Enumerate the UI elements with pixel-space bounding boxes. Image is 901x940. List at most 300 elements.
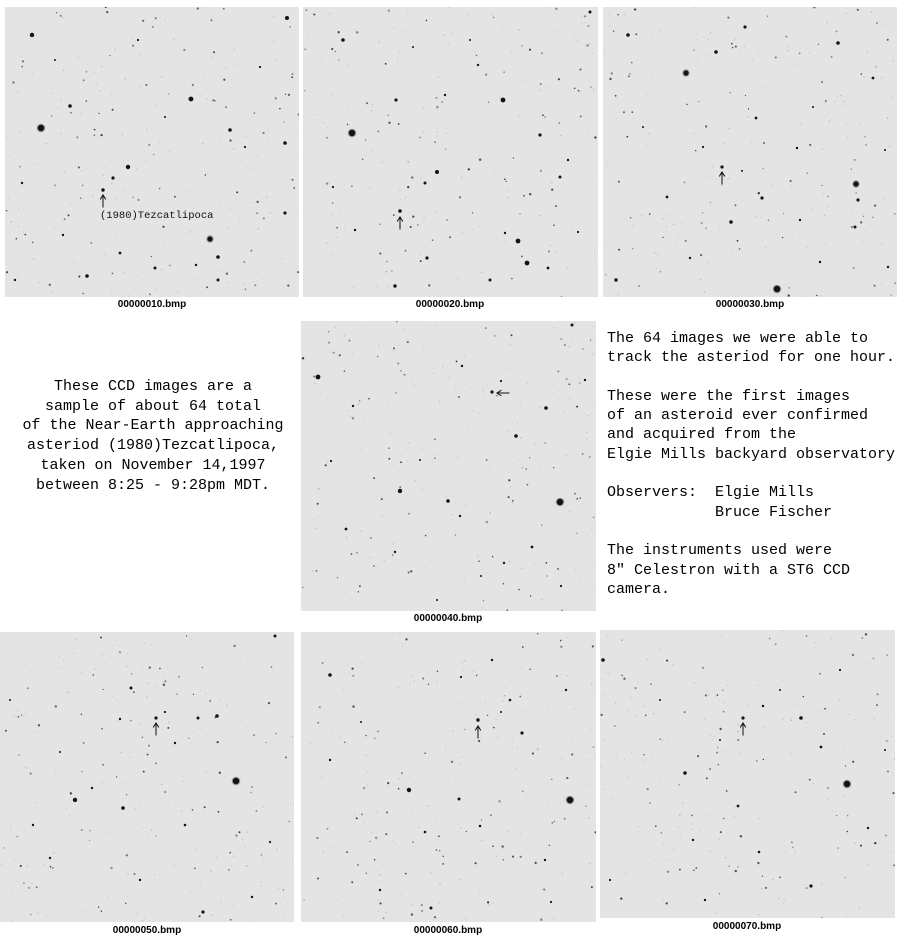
- background-speck: [282, 645, 284, 647]
- background-speck: [771, 52, 772, 53]
- background-speck: [462, 756, 464, 758]
- background-speck: [41, 153, 42, 154]
- star: [763, 142, 765, 144]
- background-speck: [10, 633, 11, 634]
- background-speck: [393, 725, 394, 726]
- background-speck: [633, 687, 634, 688]
- background-speck: [220, 901, 221, 902]
- background-speck: [137, 798, 138, 799]
- background-speck: [572, 838, 573, 839]
- star: [617, 14, 619, 16]
- background-speck: [414, 385, 415, 386]
- background-speck: [673, 849, 674, 850]
- background-speck: [765, 282, 766, 283]
- background-speck: [93, 698, 94, 699]
- background-speck: [659, 777, 661, 779]
- background-speck: [325, 345, 326, 346]
- background-speck: [239, 217, 240, 218]
- background-speck: [35, 802, 36, 803]
- background-speck: [714, 754, 715, 755]
- background-speck: [528, 391, 529, 392]
- star: [223, 79, 225, 81]
- background-speck: [627, 189, 628, 190]
- background-speck: [74, 895, 75, 896]
- star: [886, 740, 888, 742]
- background-speck: [379, 508, 380, 509]
- background-speck: [251, 203, 252, 204]
- background-speck: [111, 182, 113, 184]
- intro-line: between 8:25 - 9:28pm MDT.: [35, 476, 271, 494]
- background-speck: [820, 136, 821, 137]
- star: [709, 768, 711, 770]
- background-speck: [352, 353, 353, 354]
- background-speck: [516, 710, 517, 711]
- background-speck: [13, 714, 14, 715]
- background-speck: [572, 741, 573, 742]
- background-speck: [852, 214, 853, 215]
- star: [103, 689, 104, 690]
- background-speck: [583, 767, 584, 768]
- background-speck: [170, 719, 171, 720]
- background-speck: [427, 673, 428, 674]
- star: [116, 776, 118, 778]
- background-speck: [254, 202, 255, 203]
- star: [358, 591, 359, 592]
- background-speck: [588, 817, 590, 819]
- background-speck: [522, 413, 523, 414]
- star: [731, 43, 733, 45]
- background-speck: [189, 233, 190, 234]
- background-speck: [756, 191, 757, 192]
- background-speck: [439, 574, 440, 575]
- background-speck: [682, 802, 684, 804]
- star: [631, 111, 633, 113]
- background-speck: [161, 784, 163, 786]
- background-speck: [818, 710, 819, 711]
- star: [285, 756, 287, 758]
- background-speck: [659, 50, 661, 52]
- background-speck: [226, 175, 227, 176]
- star: [475, 862, 477, 864]
- star: [83, 79, 85, 81]
- background-speck: [173, 38, 174, 39]
- background-speck: [526, 138, 527, 139]
- background-speck: [555, 209, 556, 210]
- background-speck: [367, 551, 368, 552]
- star: [56, 12, 58, 14]
- star: [701, 222, 703, 224]
- star: [393, 284, 396, 287]
- background-speck: [398, 778, 399, 779]
- background-speck: [414, 197, 415, 198]
- background-speck: [699, 829, 700, 830]
- star: [891, 294, 892, 295]
- background-speck: [401, 728, 402, 729]
- background-speck: [439, 76, 440, 77]
- background-speck: [109, 160, 110, 161]
- star: [387, 782, 389, 784]
- star: [346, 851, 348, 853]
- star: [519, 213, 520, 214]
- background-speck: [202, 245, 203, 246]
- background-speck: [650, 765, 651, 766]
- star: [430, 907, 433, 910]
- background-speck: [112, 103, 113, 104]
- background-speck: [249, 22, 250, 23]
- background-speck: [320, 393, 321, 394]
- star: [748, 108, 749, 109]
- star: [809, 779, 811, 781]
- star: [466, 831, 467, 832]
- background-speck: [74, 653, 75, 654]
- background-speck: [864, 735, 865, 736]
- background-speck: [155, 105, 157, 107]
- background-speck: [235, 838, 236, 839]
- background-speck: [391, 399, 392, 400]
- star: [723, 818, 724, 819]
- background-speck: [881, 179, 882, 180]
- background-speck: [832, 665, 833, 666]
- background-speck: [539, 90, 540, 91]
- star: [478, 561, 479, 562]
- star: [485, 327, 487, 329]
- background-speck: [392, 372, 393, 373]
- star: [526, 484, 528, 486]
- background-speck: [848, 713, 850, 715]
- background-speck: [558, 10, 559, 11]
- background-speck: [52, 788, 53, 789]
- star: [459, 196, 461, 198]
- star: [89, 840, 90, 841]
- background-speck: [291, 844, 292, 845]
- background-speck: [491, 14, 492, 15]
- star: [411, 176, 413, 178]
- background-speck: [418, 827, 419, 828]
- background-speck: [549, 817, 550, 818]
- background-speck: [544, 693, 546, 695]
- frame-caption: 00000030.bmp: [715, 299, 785, 310]
- star: [162, 226, 164, 228]
- background-speck: [407, 179, 408, 180]
- background-speck: [347, 157, 348, 158]
- background-speck: [438, 676, 439, 677]
- star: [121, 806, 125, 810]
- background-speck: [334, 596, 335, 597]
- background-speck: [64, 36, 65, 37]
- background-speck: [179, 62, 180, 63]
- background-speck: [651, 73, 653, 75]
- background-speck: [421, 489, 422, 490]
- background-speck: [461, 661, 463, 663]
- background-speck: [508, 431, 509, 432]
- background-speck: [221, 271, 222, 272]
- star: [275, 97, 277, 99]
- background-speck: [329, 13, 331, 15]
- star: [90, 242, 92, 244]
- background-speck: [667, 738, 669, 740]
- background-speck: [344, 605, 345, 606]
- background-speck: [830, 138, 831, 139]
- background-speck: [811, 208, 812, 209]
- background-speck: [844, 53, 845, 54]
- background-speck: [314, 670, 315, 671]
- background-speck: [421, 177, 422, 178]
- background-speck: [387, 286, 388, 287]
- background-speck: [499, 97, 500, 98]
- background-speck: [624, 873, 625, 874]
- background-speck: [439, 403, 441, 405]
- star: [81, 771, 83, 773]
- background-speck: [224, 841, 225, 842]
- background-speck: [501, 29, 502, 30]
- background-speck: [201, 143, 202, 144]
- background-speck: [651, 755, 652, 756]
- background-speck: [481, 840, 482, 841]
- background-speck: [435, 770, 436, 771]
- star: [81, 829, 83, 831]
- background-speck: [346, 537, 348, 539]
- star: [557, 370, 559, 372]
- background-speck: [377, 838, 378, 839]
- background-speck: [45, 902, 46, 903]
- star: [420, 260, 422, 262]
- background-speck: [254, 911, 255, 912]
- star: [451, 761, 453, 763]
- star: [485, 73, 487, 75]
- background-speck: [435, 821, 436, 822]
- background-speck: [372, 227, 373, 228]
- background-speck: [240, 657, 241, 658]
- background-speck: [685, 30, 686, 31]
- background-speck: [374, 593, 375, 594]
- star: [356, 31, 358, 33]
- background-speck: [734, 39, 735, 40]
- background-speck: [874, 908, 875, 909]
- background-speck: [358, 403, 359, 404]
- star: [587, 25, 589, 27]
- background-speck: [508, 142, 509, 143]
- background-speck: [435, 326, 436, 327]
- star: [522, 791, 523, 792]
- background-speck: [467, 133, 468, 134]
- star: [500, 711, 502, 713]
- background-speck: [400, 243, 401, 244]
- star: [16, 836, 17, 837]
- background-speck: [361, 449, 362, 450]
- background-speck: [875, 293, 876, 294]
- background-speck: [248, 169, 249, 170]
- background-speck: [876, 143, 877, 144]
- star: [762, 705, 764, 707]
- background-speck: [241, 672, 242, 673]
- background-speck: [444, 40, 445, 41]
- background-speck: [702, 716, 703, 717]
- background-speck: [708, 815, 709, 816]
- background-speck: [31, 882, 32, 883]
- background-speck: [529, 150, 530, 151]
- background-speck: [373, 171, 374, 172]
- star: [351, 185, 353, 187]
- star: [591, 886, 593, 888]
- background-speck: [103, 175, 105, 177]
- star: [492, 556, 494, 558]
- star: [546, 575, 548, 577]
- background-speck: [828, 113, 829, 114]
- background-speck: [812, 49, 813, 50]
- background-speck: [256, 155, 257, 156]
- star: [283, 889, 285, 891]
- star: [799, 52, 801, 54]
- background-speck: [443, 669, 444, 670]
- background-speck: [601, 885, 602, 886]
- star: [806, 635, 808, 637]
- background-speck: [274, 50, 275, 51]
- background-speck: [639, 914, 640, 915]
- background-speck: [735, 807, 737, 809]
- background-speck: [569, 728, 570, 729]
- background-speck: [600, 766, 601, 767]
- background-speck: [118, 874, 119, 875]
- background-speck: [101, 782, 102, 783]
- background-speck: [283, 258, 284, 259]
- background-speck: [195, 849, 196, 850]
- background-speck: [601, 707, 602, 708]
- star: [291, 179, 293, 181]
- background-speck: [185, 36, 186, 37]
- background-speck: [707, 177, 708, 178]
- background-speck: [686, 686, 687, 687]
- background-speck: [474, 152, 476, 154]
- background-speck: [834, 43, 835, 44]
- star: [836, 41, 840, 45]
- background-speck: [725, 857, 727, 859]
- background-speck: [400, 894, 401, 895]
- background-speck: [530, 389, 531, 390]
- background-speck: [253, 920, 254, 921]
- background-speck: [145, 160, 147, 162]
- background-speck: [822, 80, 823, 81]
- background-speck: [483, 361, 484, 362]
- background-speck: [161, 76, 163, 78]
- background-speck: [420, 254, 421, 255]
- background-speck: [544, 760, 545, 761]
- background-speck: [146, 128, 148, 130]
- background-speck: [216, 44, 217, 45]
- background-speck: [27, 767, 28, 768]
- background-speck: [589, 863, 591, 865]
- background-speck: [468, 147, 469, 148]
- star: [472, 212, 473, 213]
- star: [557, 499, 563, 505]
- star: [169, 265, 171, 267]
- star: [529, 669, 531, 671]
- asteroid: [398, 209, 402, 213]
- star: [884, 149, 886, 151]
- star: [729, 866, 730, 867]
- star: [525, 261, 530, 266]
- intro-line: sample of about 64 total: [44, 397, 262, 415]
- background-speck: [698, 58, 699, 59]
- background-speck: [603, 739, 604, 740]
- star: [542, 114, 544, 116]
- background-speck: [768, 829, 769, 830]
- background-speck: [116, 234, 117, 235]
- background-speck: [806, 246, 807, 247]
- background-speck: [220, 140, 221, 141]
- background-speck: [336, 761, 337, 762]
- background-speck: [589, 78, 590, 79]
- background-speck: [46, 143, 48, 145]
- star: [786, 36, 788, 38]
- background-speck: [206, 771, 208, 773]
- star: [132, 197, 133, 198]
- note-line: These were the first images: [607, 387, 851, 405]
- background-speck: [578, 377, 580, 379]
- star: [64, 218, 66, 220]
- background-speck: [675, 244, 676, 245]
- background-speck: [627, 873, 628, 874]
- star: [236, 191, 238, 193]
- star: [352, 417, 354, 419]
- star: [710, 202, 711, 203]
- star: [131, 673, 132, 674]
- background-speck: [436, 136, 437, 137]
- background-speck: [806, 823, 807, 824]
- star: [630, 217, 632, 219]
- star: [623, 678, 625, 680]
- star: [551, 779, 553, 781]
- star-field: [0, 632, 294, 922]
- background-speck: [483, 607, 484, 608]
- background-speck: [440, 760, 441, 761]
- star: [142, 736, 144, 738]
- background-speck: [651, 667, 652, 668]
- background-speck: [348, 65, 349, 66]
- star: [503, 583, 505, 585]
- background-speck: [817, 797, 818, 798]
- star: [691, 815, 693, 817]
- background-speck: [191, 639, 192, 640]
- star: [82, 293, 84, 295]
- background-speck: [404, 764, 405, 765]
- background-speck: [545, 212, 546, 213]
- background-speck: [556, 251, 558, 253]
- background-speck: [414, 480, 415, 481]
- background-speck: [710, 850, 711, 851]
- background-speck: [355, 604, 356, 605]
- background-speck: [620, 836, 621, 837]
- background-speck: [271, 284, 272, 285]
- background-speck: [495, 719, 497, 721]
- background-speck: [305, 472, 306, 473]
- background-speck: [194, 731, 195, 732]
- star: [189, 97, 194, 102]
- star: [719, 893, 720, 894]
- background-speck: [161, 269, 163, 271]
- background-speck: [456, 364, 457, 365]
- background-speck: [643, 239, 644, 240]
- star: [564, 344, 566, 346]
- star: [679, 869, 681, 871]
- background-speck: [515, 767, 516, 768]
- background-speck: [322, 851, 324, 853]
- background-speck: [412, 904, 413, 905]
- star: [496, 395, 498, 397]
- star: [352, 405, 354, 407]
- background-speck: [730, 643, 731, 644]
- background-speck: [509, 561, 510, 562]
- background-speck: [142, 666, 143, 667]
